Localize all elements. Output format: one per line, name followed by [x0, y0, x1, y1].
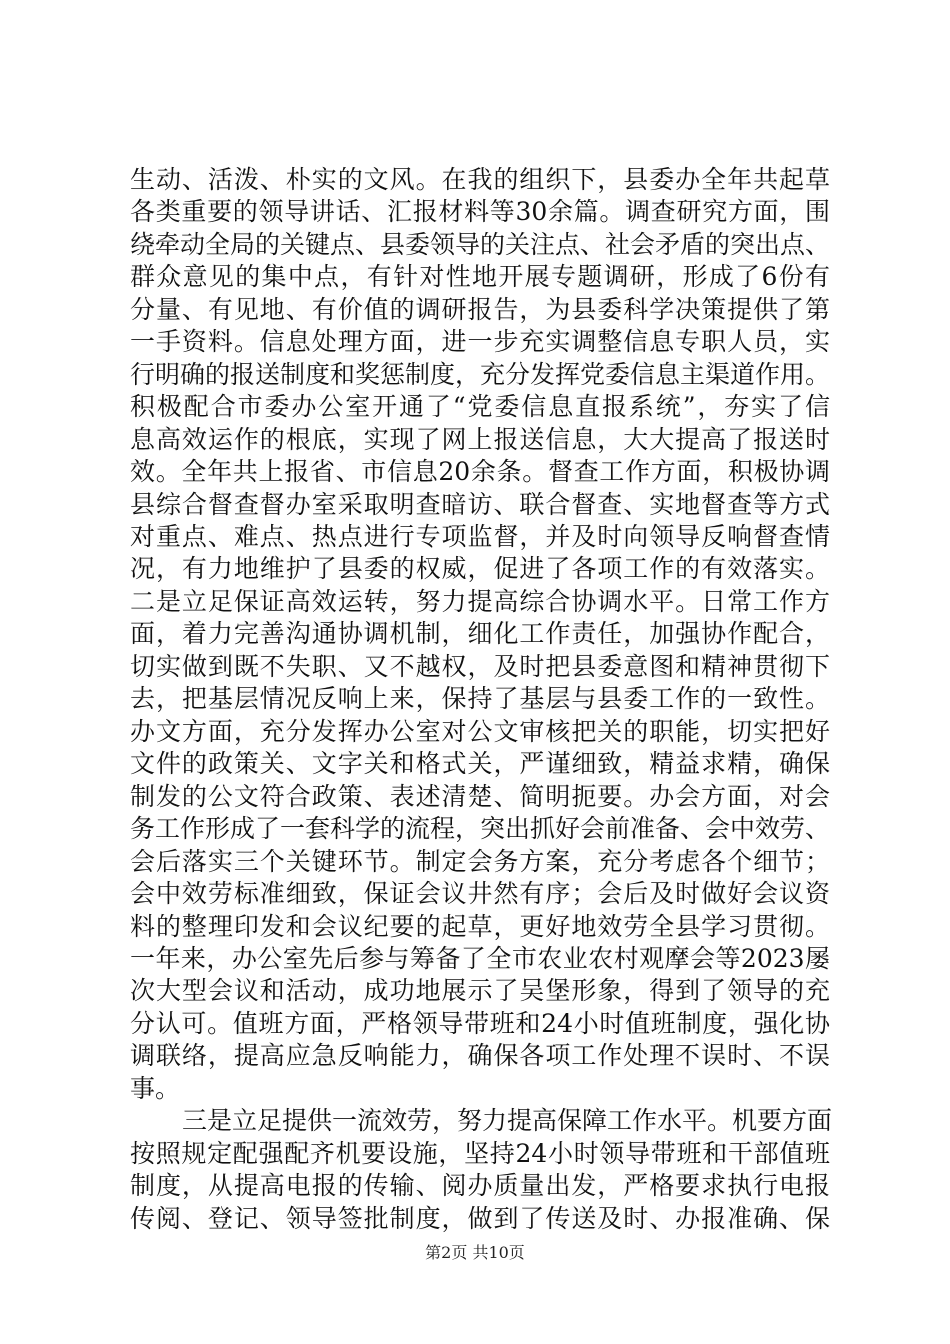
text-line-22: 会后落实三个关键环节。制定会务方案，充分考虑各个细节；	[130, 847, 830, 876]
text-line-19: 文件的政策关、文字关和格式关，严谨细致，精益求精，确保	[130, 749, 830, 778]
text-line-15: 面，着力完善沟通协调机制，细化工作责任，加强协作配合，	[130, 619, 830, 648]
text-line-10: 效。全年共上报省、市信息20余条。督查工作方面，积极协调	[130, 457, 830, 486]
text-line-13: 况，有力地维护了县委的权威，促进了各项工作的有效落实。	[130, 554, 830, 583]
text-line-12: 对重点、难点、热点进行专项监督，并及时向领导反响督查情	[130, 522, 830, 551]
text-line-27: 分认可。值班方面，严格领导带班和24小时值班制度，强化协	[130, 1009, 830, 1038]
text-line-21: 务工作形成了一套科学的流程，突出抓好会前准备、会中效劳、	[130, 814, 831, 843]
text-line-33: 传阅、登记、领导签批制度，做到了传送及时、办报准确、保	[130, 1204, 830, 1233]
text-line-16: 切实做到既不失职、又不越权，及时把县委意图和精神贯彻下	[130, 652, 830, 681]
text-line-20: 制发的公文符合政策、表述清楚、简明扼要。办会方面，对会	[130, 782, 830, 811]
page-number-footer: 第2页 共10页	[425, 1243, 525, 1262]
text-line-14: 二是立足保证高效运转，努力提高综合协调水平。日常工作方	[130, 587, 830, 616]
text-line-2: 各类重要的领导讲话、汇报材料等30余篇。调查研究方面，围	[130, 197, 830, 226]
text-line-25: 一年来，办公室先后参与筹备了全市农业农村观摩会等2023屡	[130, 944, 830, 973]
text-line-17: 去，把基层情况反响上来，保持了基层与县委工作的一致性。	[130, 684, 830, 713]
text-line-5: 分量、有见地、有价值的调研报告，为县委科学决策提供了第	[130, 295, 830, 324]
text-line-8: 积极配合市委办公室开通了“党委信息直报系统”，夯实了信	[130, 392, 830, 421]
text-line-11: 县综合督查督办室采取明查暗访、联合督查、实地督查等方式	[130, 490, 830, 519]
text-line-23: 会中效劳标准细致，保证会议井然有序；会后及时做好会议资	[130, 879, 830, 908]
text-line-31: 按照规定配强配齐机要设施，坚持24小时领导带班和干部值班	[130, 1139, 830, 1168]
text-line-18: 办文方面，充分发挥办公室对公文审核把关的职能，切实把好	[130, 717, 830, 746]
text-line-29: 事。	[130, 1074, 181, 1103]
text-line-32: 制度，从提高电报的传输、阅办质量出发，严格要求执行电报	[130, 1171, 830, 1200]
text-line-28: 调联络，提高应急反响能力，确保各项工作处理不误时、不误	[130, 1041, 830, 1070]
text-line-3: 绕牵动全局的关键点、县委领导的关注点、社会矛盾的突出点、	[130, 230, 831, 259]
text-line-9: 息高效运作的根底，实现了网上报送信息，大大提高了报送时	[130, 425, 830, 454]
text-line-1: 生动、活泼、朴实的文风。在我的组织下，县委办全年共起草	[130, 165, 830, 194]
text-line-7: 行明确的报送制度和奖惩制度，充分发挥党委信息主渠道作用。	[130, 360, 831, 389]
text-line-4: 群众意见的集中点，有针对性地开展专题调研，形成了6份有	[130, 262, 830, 291]
text-line-6: 一手资料。信息处理方面，进一步充实调整信息专职人员，实	[130, 327, 830, 356]
text-line-30: 三是立足提供一流效劳，努力提高保障工作水平。机要方面	[182, 1106, 833, 1135]
text-line-24: 料的整理印发和会议纪要的起草，更好地效劳全县学习贯彻。	[130, 912, 830, 941]
text-line-26: 次大型会议和活动，成功地展示了吴堡形象，得到了领导的充	[130, 976, 830, 1005]
